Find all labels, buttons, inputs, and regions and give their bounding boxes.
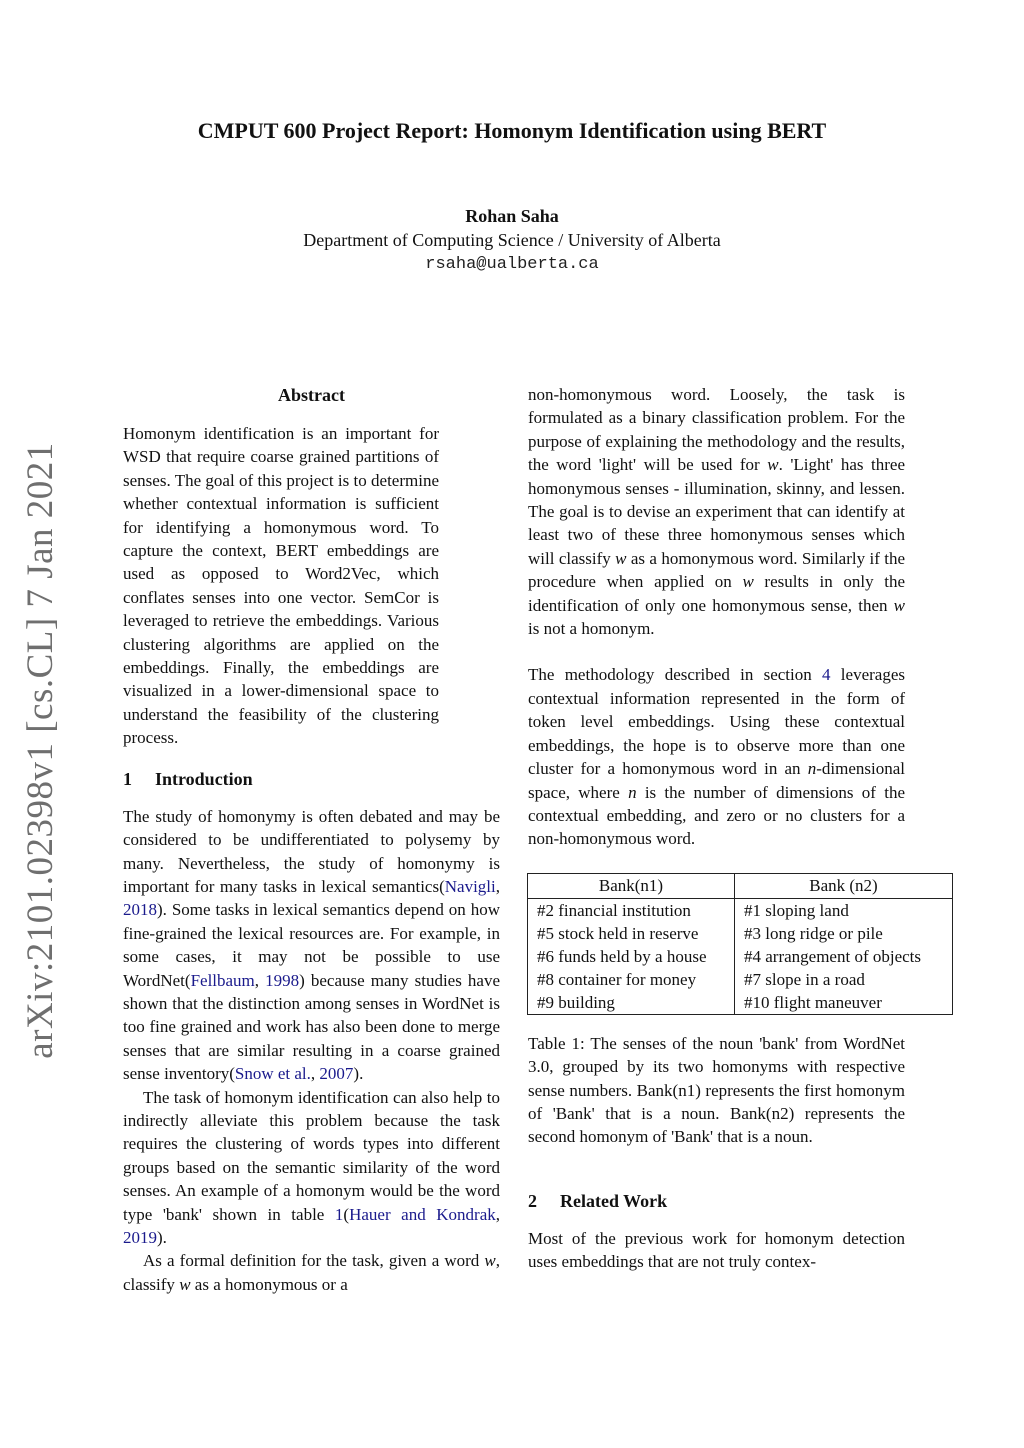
citation-navigli[interactable]: Navigli [444, 876, 496, 896]
table-row [528, 968, 953, 991]
table-header: Bank(n1) [528, 873, 735, 898]
senses-table [527, 873, 953, 1015]
author-affiliation: Department of Computing Science / University of Alberta [303, 230, 721, 250]
intro-paragraph-2: The task of homonym identification can also help to indirectly alleviate this problem because the task requires the clustering of words types into different groups based on the semantic similarity of the word senses. An example of a homonym would be the word type 'bank' shown in table 1(Hauer and Kondrak, 2019). [123, 1087, 501, 1247]
right-paragraph-1: non-homonymous word. Loosely, the task is formulated as a binary classification problem. For the purpose of explaining the methodology and the results, the word 'light' will be used for w. 'Light' has three homonymous senses - illumination, skinny, and lessen. The goal is to devise an experiment that can identify at least two of these three homonymous senses which will classify w as a homonymous word. Similarly if the procedure when applied on w results in only the identification of only one homonymous sense, then w is not a homonym. [528, 385, 906, 639]
citation-snow-year[interactable]: 2007 [319, 1064, 354, 1084]
table-header-row [528, 873, 953, 898]
right-column [528, 383, 922, 1274]
arxiv-identifier [10, 441, 70, 1059]
table-row [528, 945, 953, 968]
author-name: Rohan Saha [465, 206, 559, 226]
table-cell: #3 long ridge or pile [744, 923, 883, 943]
intro-paragraph-3: As a formal definition for the task, given a word w, classify w as a homonymous or a [123, 1251, 500, 1294]
paper-title: CMPUT 600 Project Report: Homonym Identification using BERT [197, 118, 827, 143]
table-cell: #9 building [528, 991, 735, 1015]
abstract-text: Homonym identification is an important for WSD that require coarse grained partitions of senses. The goal of this project is to determine whether contextual information is sufficient for identifying a homonymous word. To capture the context, BERT embeddings are used as opposed to Word2Vec, which conflates senses into one vector. SemCor is leveraged to retrieve the embeddings. Various clustering algorithms are applied on the embeddings. Finally, the embeddings are visualized in a lower-dimensional space to understand the feasibility of the clustering process. [123, 424, 439, 748]
citation-hauer[interactable]: Hauer and Kondrak [349, 1204, 496, 1224]
citation-fellbaum-year[interactable]: 1998 [265, 970, 300, 990]
arxiv-identifier-text: arXiv:2101.02398v1 [cs.CL] 7 Jan 2021 [19, 441, 61, 1059]
left-column [123, 383, 500, 1296]
table-cell: #6 funds held by a house [528, 945, 735, 968]
table-ref-link[interactable]: 1 [334, 1204, 344, 1224]
author-block [0, 204, 1024, 277]
section-1-heading [123, 767, 500, 791]
table-cell: #5 stock held in reserve [528, 922, 735, 945]
table-cell: #2 financial institution [528, 898, 735, 922]
citation-fellbaum[interactable]: Fellbaum [190, 970, 255, 990]
table-cell: #1 sloping land [744, 900, 849, 920]
author-email[interactable]: rsaha@ualberta.ca [425, 255, 599, 274]
citation-hauer-year[interactable]: 2019 [123, 1228, 157, 1247]
table-row [528, 991, 953, 1015]
table-header: Bank (n2) [735, 873, 953, 898]
right-paragraph-2: The methodology described in section 4 leverages contextual information represented in the form of token level embeddings. Using these contextual embeddings, the hope is to observe more than one cluster for a homonymous word in an n-dimensional space, where n is the number of dimensions of the contextual embedding, and zero or no clusters for a non-homonymous word. [528, 665, 905, 849]
table-cell: #8 container for money [528, 968, 735, 991]
citation-snow[interactable]: Snow et al. [234, 1064, 311, 1084]
section-2-title: Related Work [560, 1190, 668, 1211]
section-2-number: 2 [528, 1190, 537, 1211]
section-1-title: Introduction [155, 768, 253, 789]
abstract-heading: Abstract [278, 385, 345, 405]
section-2-heading [528, 1189, 905, 1213]
section-ref-link[interactable]: 4 [822, 665, 831, 685]
intro-paragraph-1: The study of homonymy is often debated and may be considered to be undifferentiated to polysemy by many. Nevertheless, the study of homonymy is important for many tasks in lexical semantics(Navigli, 2018). Some tasks in lexical semantics depend on how fine-grained the lexical resources are. For example, in some cases, it may not be possible to use WordNet(Fellbaum, 1998) because many studies have shown that the distinction among senses in WordNet is too fine grained and work has also been done to merge senses that are similar resulting in a coarse grained sense inventory(Snow et al., 2007). [123, 806, 501, 1084]
table-caption: Table 1: The senses of the noun 'bank' from WordNet 3.0, grouped by its two homonyms with respective sense numbers. Bank(n1) represents the first homonym of 'Bank' that is a noun. Bank(n2) represents the second homonym of 'Bank' that is a noun. [528, 1033, 905, 1147]
citation-navigli-year[interactable]: 2018 [123, 900, 157, 920]
table-cell: #4 arrangement of objects [744, 946, 922, 966]
table-row [528, 922, 953, 945]
table-row [528, 898, 953, 922]
table-cell: #10 flight maneuver [744, 992, 882, 1012]
table-cell: #7 slope in a road [744, 969, 865, 989]
related-work-paragraph: Most of the previous work for homonym detection uses embeddings that are not truly contex- [528, 1228, 905, 1272]
section-1-number: 1 [123, 768, 132, 789]
